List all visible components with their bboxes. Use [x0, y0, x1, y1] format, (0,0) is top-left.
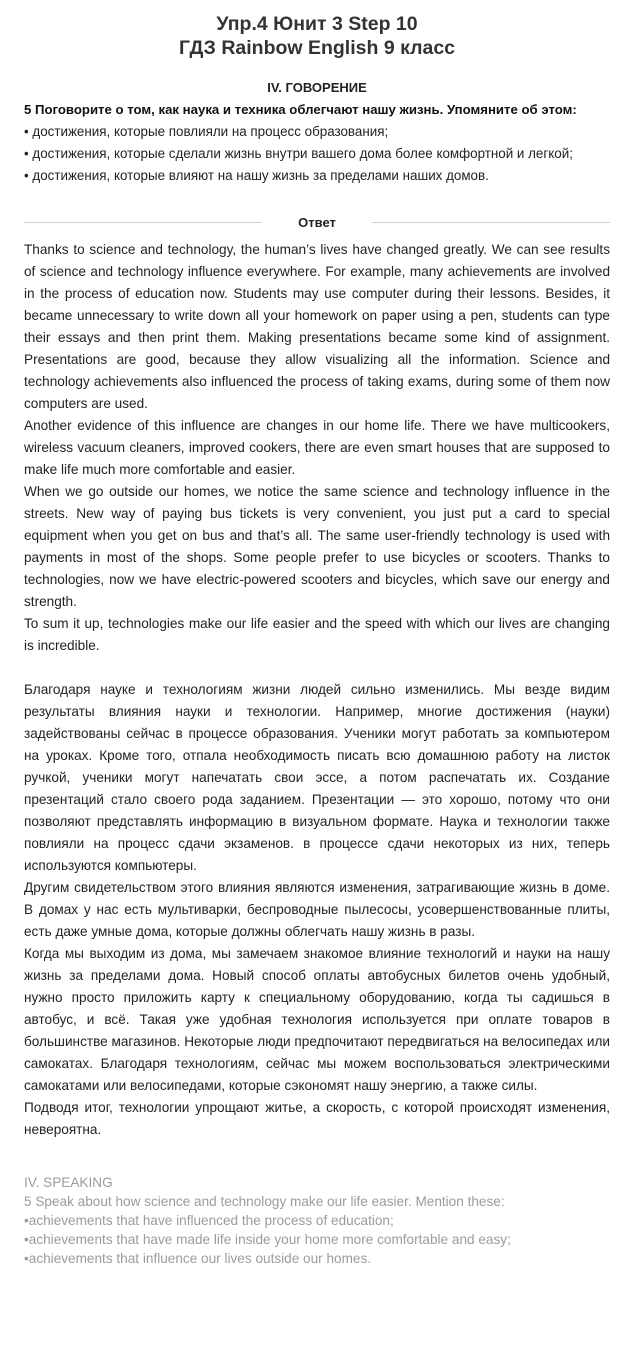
page-title-line-2: ГДЗ Rainbow English 9 класс: [178, 37, 456, 59]
english-task-bullet-2: •achievements that have made life inside your home more comfortable and easy;: [24, 1232, 511, 1247]
task-section-heading: IV. ГОВОРЕНИЕ: [267, 80, 367, 95]
task-prompt: 5 Поговорите о том, как наука и техника облегчают нашу жизнь. Упомяните об этом:: [24, 102, 577, 117]
english-task-bullet-3: •achievements that influence our lives outside our homes.: [24, 1251, 372, 1266]
task-bullet-1: • достижения, которые повлияли на процесс образования;: [24, 124, 389, 139]
task-block: [24, 77, 610, 187]
answer-divider: [24, 211, 610, 233]
answer-english: [24, 239, 610, 657]
answer-label: Ответ: [298, 214, 336, 230]
english-task-section: IV. SPEAKING: [24, 1175, 113, 1190]
answer-ru-paragraph-3: Когда мы выходим из дома, мы замечаем знакомое влияние технологий и науки на нашу жизнь за пределами дома. Новый способ оплаты автобусных билетов очень удобный, нужно просто приложить карту к специальному оборудованию, когда ты садишься в автобус, и всё. Такая уже удобная технология используется при оплате товаров в большинстве магазинов. Некоторые люди предпочитают передвигаться на велосипедах или самокатах. Благодаря технологиям, сейчас мы можем воспользоваться электрическими самокатами или велосипедами, которые сэкономят нашу энергию, а также силы.: [24, 946, 610, 1093]
english-task-prompt: 5 Speak about how science and technology make our life easier. Mention these:: [24, 1194, 505, 1209]
answer-russian: [24, 679, 610, 1141]
header: [24, 12, 610, 60]
answer-en-paragraph-2: Another evidence of this influence are changes in our home life. There we have multicookers, wireless vacuum cleaners, improved cookers, there are even smart houses that are supposed to make life much more comfortable and easier.: [24, 418, 610, 477]
paragraph-gap: [24, 1141, 610, 1163]
divider-rule-right: [372, 222, 610, 223]
paragraph-gap: [24, 657, 610, 679]
page-title-line-1: Упр.4 Юнит 3 Step 10: [216, 13, 418, 35]
answer-ru-paragraph-1: Благодаря науке и технологиям жизни людей сильно изменились. Мы везде видим результаты влияния науки и технологии. Например, многие достижения (науки) задействованы сейчас в процессе образования. Ученики могут работать за компьютером на уроках. Кроме того, отпала необходимость писать всю домашнюю работу на листок ручкой, ученики могут напечатать свои эссе, а потом распечатать их. Создание презентаций стало своего рода заданием. Презентации — это хорошо, потому что они позволяют представлять информацию в визуальном формате. Наука и технологии также повлияли на процесс сдачи экзаменов. в процессе сдачи некоторых из них, теперь используются компьютеры.: [24, 682, 610, 873]
task-bullet-2: • достижения, которые сделали жизнь внутри вашего дома более комфортной и легкой;: [24, 146, 573, 161]
task-bullet-3: • достижения, которые влияют на нашу жизнь за пределами наших домов.: [24, 168, 489, 183]
english-task-block: [24, 1173, 610, 1268]
answer-en-paragraph-3: When we go outside our homes, we notice the same science and technology influence in the streets. New way of paying bus tickets is very convenient, you just put a card to special equipment when you get on bus and that’s all. The same user-friendly technology is used with payments in most of the shops. Some people prefer to use bicycles or scooters. Thanks to technologies, now we have electric-powered scooters and bicycles, which save our energy and strength.: [24, 484, 610, 609]
english-task-bullet-1: •achievements that have influenced the process of education;: [24, 1213, 394, 1228]
answer-en-paragraph-4: To sum it up, technologies make our life easier and the speed with which our lives are changing is incredible.: [24, 616, 610, 653]
answer-en-paragraph-1: Thanks to science and technology, the human’s lives have changed greatly. We can see results of science and technology influence everywhere. For example, many achievements are involved in the process of education now. Students may use computer during their lessons. Besides, it became unnecessary to write down all your homework on paper using a pen, students can type their essays and then print them. Making presentations became some kind of assignment. Presentations are good, because they allow visualizing all the information. Science and technology achievements also influenced the process of taking exams, during some of them now computers are used.: [24, 242, 610, 411]
divider-rule-left: [24, 222, 262, 223]
answer-ru-paragraph-4: Подводя итог, технологии упрощают житье, а скорость, с которой происходят изменения, невероятна.: [24, 1100, 610, 1137]
answer-ru-paragraph-2: Другим свидетельством этого влияния являются изменения, затрагивающие жизнь в доме. В домах у нас есть мультиварки, беспроводные пылесосы, усовершенствованные плиты, есть даже умные дома, которые должны облегчать нашу жизнь в разы.: [24, 880, 610, 939]
